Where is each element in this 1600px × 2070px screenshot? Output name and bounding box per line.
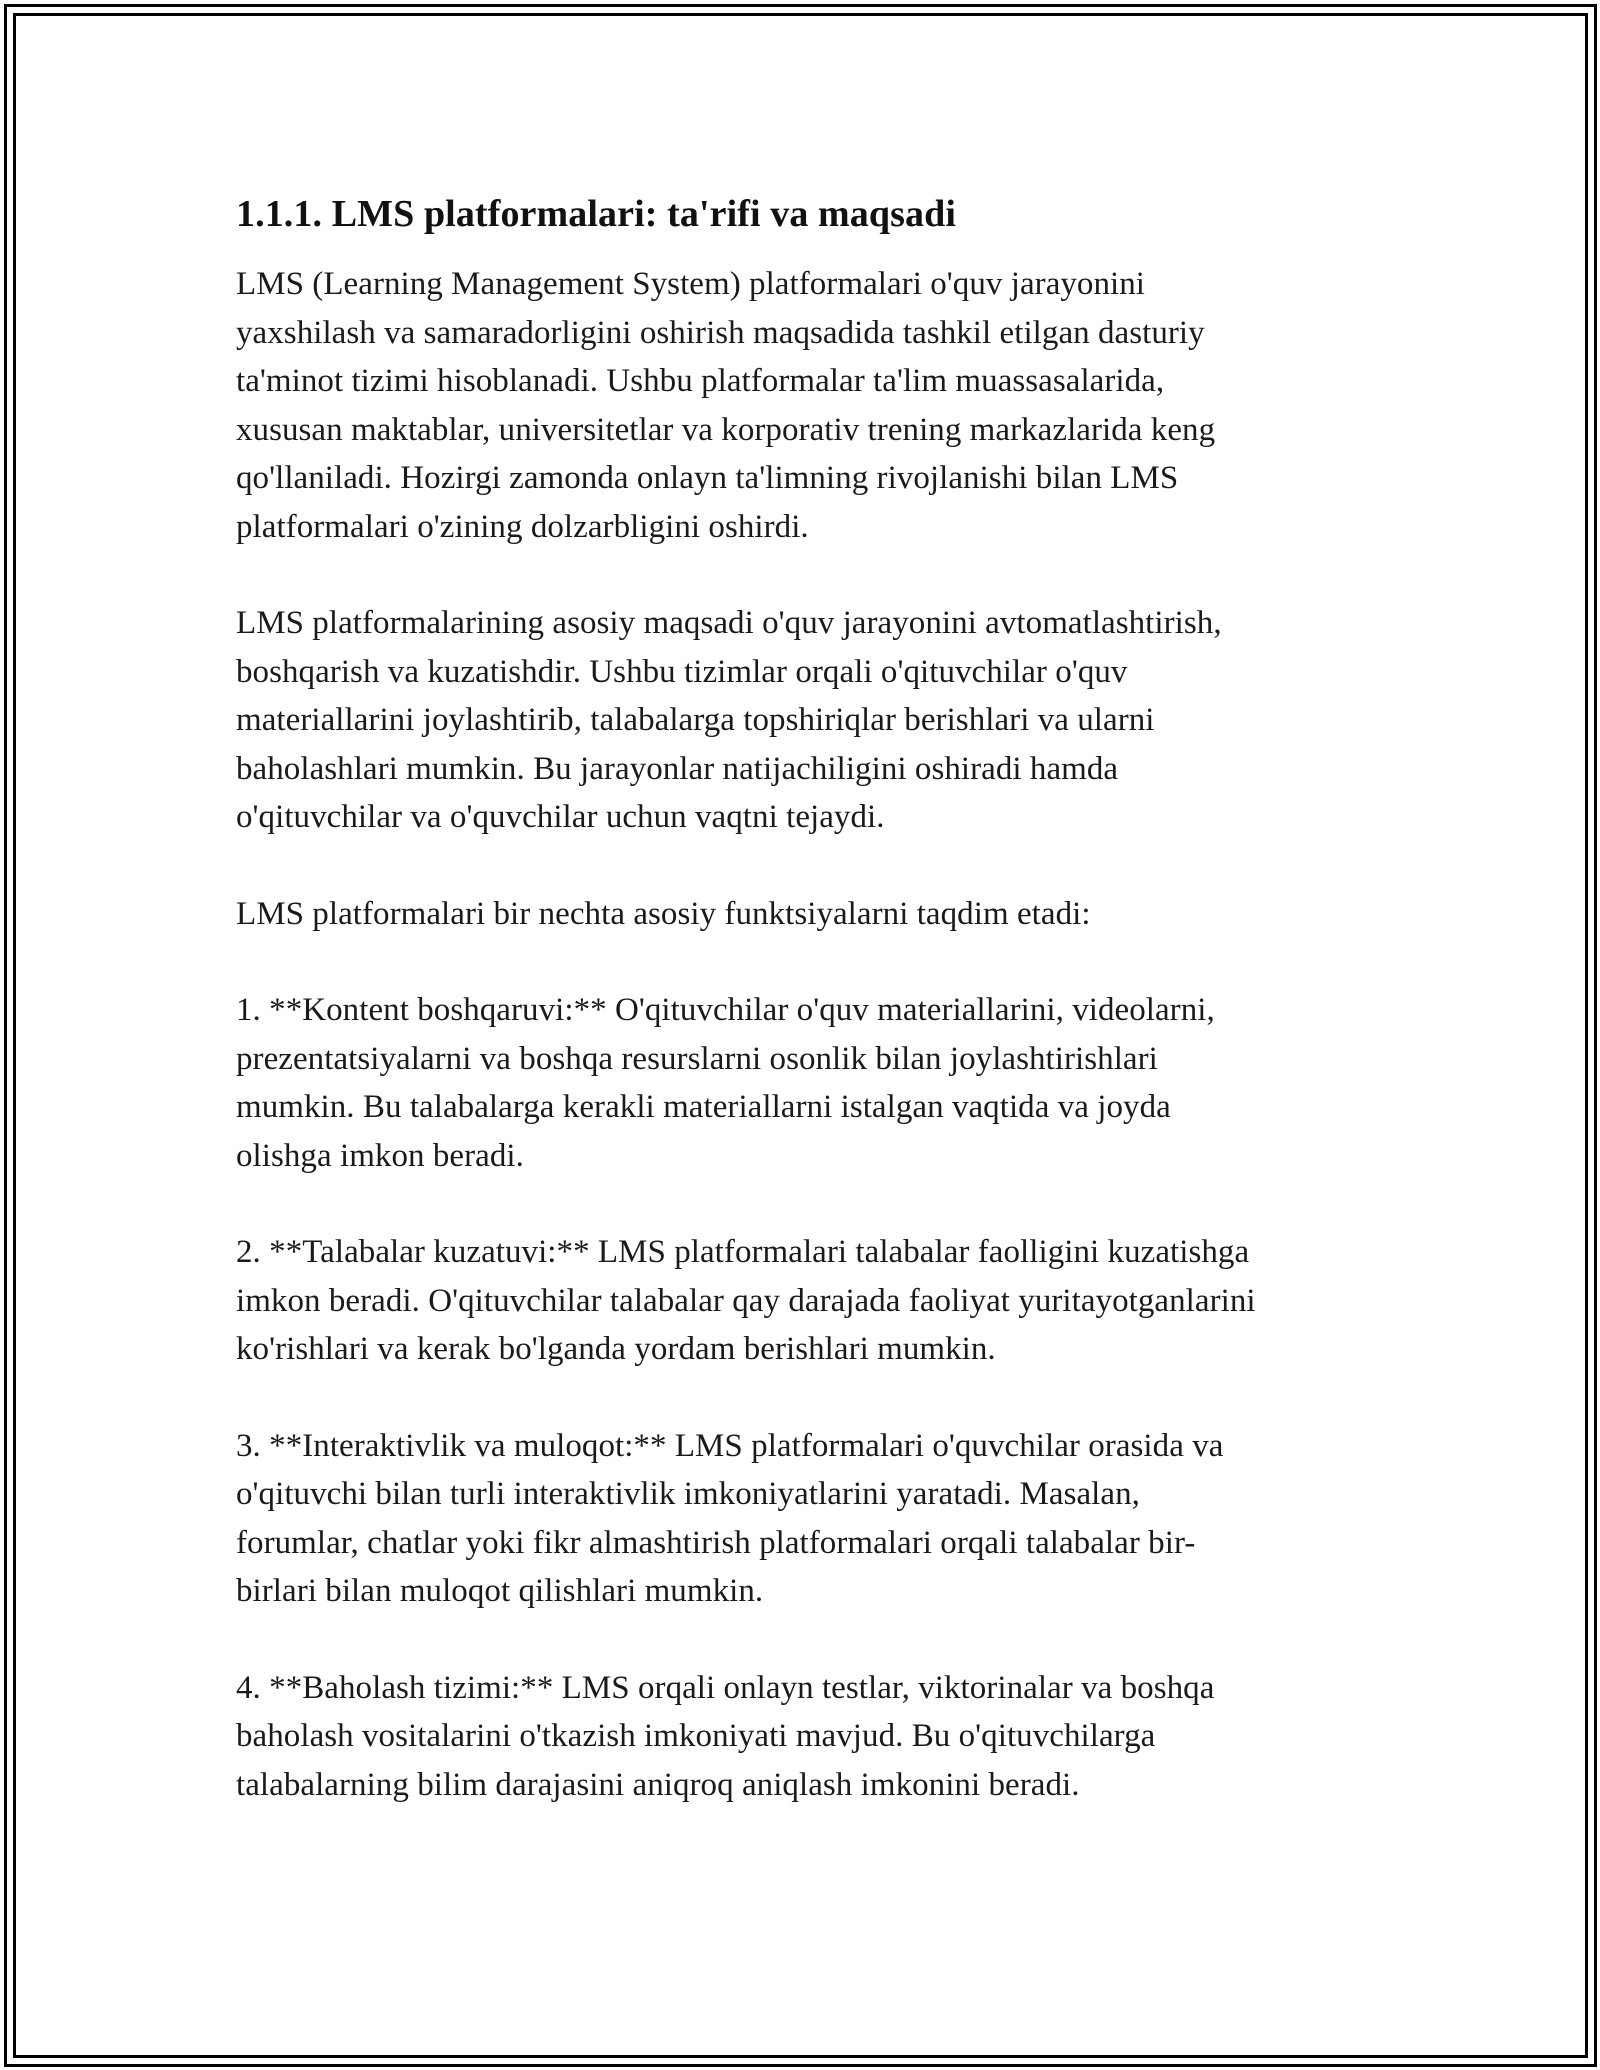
document-body	[236, 186, 1376, 1809]
list-item-content-management: 1. **Kontent boshqaruvi:** O'qituvchilar o'quv materiallarini, videolarni, prezentatsiyalarni va boshqa resurslarni osonlik bilan joylashtirishlari mumkin. Bu talabalarga kerakli materiallarni istalgan vaqtida va joyda olishga imkon beradi.	[236, 992, 1215, 1174]
paragraph-lms-definition: LMS (Learning Management System) platformalari o'quv jarayonini yaxshilash va samaradorligini oshirish maqsadida tashkil etilgan dasturiy ta'minot tizimi hisoblanadi. Ushbu platformalar ta'lim muassasalarida, xususan maktablar, universitetlar va korporativ trening markazlarida keng qo'llaniladi. Hozirgi zamonda onlayn ta'limning rivojlanishi bilan LMS platformalari o'zining dolzarbligini oshirdi.	[236, 266, 1216, 545]
list-item-student-tracking: 2. **Talabalar kuzatuvi:** LMS platformalari talabalar faolligini kuzatishga imkon beradi. O'qituvchilar talabalar qay darajada faoliyat yuritayotganlarini ko'rishlari va kerak bo'lganda yordam berishlari mumkin.	[236, 1234, 1256, 1367]
list-item-assessment: 4. **Baholash tizimi:** LMS orqali onlayn testlar, viktorinalar va boshqa baholash vositalarini o'tkazish imkoniyati mavjud. Bu o'qituvchilarga talabalarning bilim darajasini aniqroq aniqlash imkonini beradi.	[236, 1669, 1215, 1803]
list-item-interactivity: 3. **Interaktivlik va muloqot:** LMS platformalari o'quvchilar orasida va o'qituvchi bilan turli interaktivlik imkoniyatlarini yaratadi. Masalan, forumlar, chatlar yoki fikr almashtirish platformalari orqali talabalar bir- birlari bilan muloqot qilishlari mumkin.	[236, 1427, 1224, 1609]
section-heading: 1.1.1. LMS platformalari: ta'rifi va maqsadi	[236, 193, 957, 235]
paragraph-lms-purpose: LMS platformalarining asosiy maqsadi o'quv jarayonini avtomatlashtirish, boshqarish va kuzatishdir. Ushbu tizimlar orqali o'qituvchilar o'quv materiallarini joylashtirib, talabalarga topshiriqlar berishlari va ularni baholashlari mumkin. Bu jarayonlar natijachiligini oshiradi hamda o'qituvchilar va o'quvchilar uchun vaqtni tejaydi.	[236, 605, 1222, 835]
paragraph-functions-intro: LMS platformalari bir nechta asosiy funktsiyalarni taqdim etadi:	[236, 895, 1091, 932]
